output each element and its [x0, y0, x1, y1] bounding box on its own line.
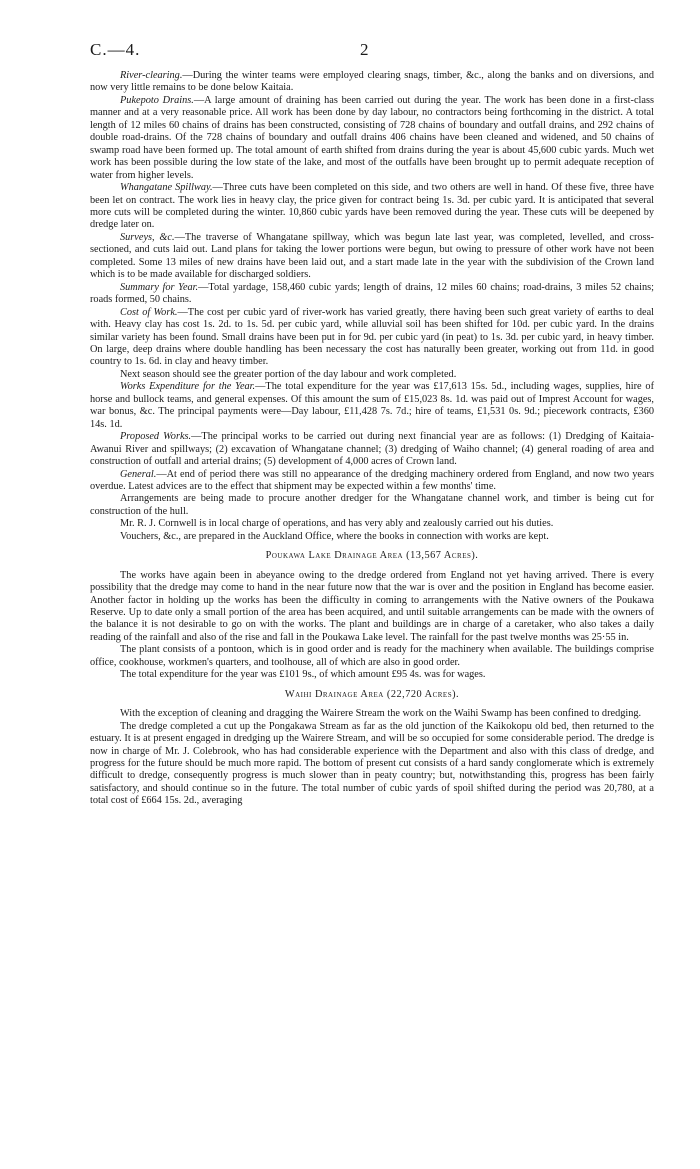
document-reference: C.—4.: [90, 40, 141, 59]
paragraph-poukawa-plant: The plant consists of a pontoon, which is in good order and is ready for the machinery when available. The buildings comprise office, cookhouse, workmen's quarters, and toolhouse, all of which are also in good order.: [90, 644, 654, 668]
paragraph-body: —At end of period there was still no appearance of the dredging machinery ordered from England, and now two years overdue. Latest advices are to the effect that shipment may be expected within a few months' time.: [90, 468, 654, 492]
paragraph-body: —Three cuts have been completed on this side, and two others are well in hand. Of these five, three have been let on contract. The work lies in heavy clay, the price given for contract being 1s. 3d. per cubic yard. It is anticipated that several more cuts will be completed during the winter. 10,860 cubic yards have been removed during the year. These cuts will be deepened by dredge later on.: [90, 182, 654, 231]
section-heading-poukawa: Poukawa Lake Drainage Area (13,567 Acres).: [265, 550, 479, 562]
run-in-heading: Surveys, &c.: [120, 231, 175, 243]
paragraph-cornwell: Mr. R. J. Cornwell is in local charge of operations, and has very ably and zealously carried out his duties.: [120, 518, 554, 530]
paragraph-cost-of-work: [90, 307, 654, 369]
paragraph-river-clearing: [90, 70, 654, 95]
paragraph-body: —The total expenditure for the year was £17,613 15s. 5d., including wages, supplies, hire of horse and bullock teams, and general expenses. Of this amount the sum of £15,023 8s. 1d. was paid out of Imprest Account for wages, war bonus, &c. The principal payments were—Day labour, £11,428 7s. 7d.; hire of teams, £1,531 0s. 9d.; piecework contracts, £360 14s. 1d.: [90, 381, 655, 430]
paragraph-waihi-exception: With the exception of cleaning and dragging the Wairere Stream the work on the Waihi Swamp has been confined to dredging.: [120, 708, 642, 720]
paragraph-vouchers: Vouchers, &c., are prepared in the Auckland Office, where the books in connection with works are kept.: [120, 530, 549, 542]
run-in-heading: General.: [120, 468, 157, 480]
run-in-heading: Cost of Work.: [120, 306, 178, 318]
paragraph-summary: [90, 282, 654, 307]
paragraph-surveys: [90, 232, 654, 282]
body-text: [90, 70, 654, 808]
run-in-heading: River-clearing.: [120, 70, 183, 81]
paragraph-pukepoto-drains: [90, 95, 654, 182]
paragraph-body: —The traverse of Whangatane spillway, which was begun late last year, was completed, levelled, and cross-sectioned, and cuts laid out. Land plans for taking the lower portions were begun, but owing to pressure of other work have not been completed. Some 13 miles of new drains have been laid out, and a start made late in the year with the subdivision of the Crown land which is to be made available for discharged soldiers.: [90, 231, 654, 281]
page-number: 2: [360, 40, 369, 59]
paragraph-body: —During the winter teams were employed clearing snags, timber, &c., along the banks and on diversions, and now very little remains to be done below Kaitaia.: [90, 70, 654, 94]
paragraph-next-season: Next season should see the greater portion of the day labour and work completed.: [120, 368, 457, 380]
run-in-heading: Works Expenditure for the Year.: [120, 381, 256, 393]
paragraph-body: —The principal works to be carried out during next financial year are as follows: (1) Dredging of Kaitaia-Awanui River and spillways; (2) excavation of Whangatane channel; (3) dredging of Waiho channel; (4) general roading of area and construction of outfall and arterial drains; (5) development of 4,000 acres of Crown land.: [90, 431, 654, 468]
section-heading-waihi: Waihi Drainage Area (22,720 Acres).: [284, 688, 460, 700]
paragraph-waihi-dredge: The dredge completed a cut up the Pongakawa Stream as far as the old junction of the Kaikokopu old bed, then returned to the estuary. It is at present engaged in dredging up the Wairere Stream, and will be so occupied for some considerable period. The dredge is now in charge of Mr. J. Colebrook, who has had considerable experience with the Department and also with this class of dredge, and progress for the future should be much more rapid. The bottom of present cut consists of a hard sandy conglomerate which is extremely difficult to dredge, consequently progress is much slower than in peaty country; but, notwithstanding this, progress has been fairly satisfactory, and should continue so in the future. The total number of cubic yards of spoil shifted during the period was 20,780, at a total cost of £664 15s. 2d., averaging: [90, 720, 654, 807]
paragraph-arrangements: Arrangements are being made to procure another dredger for the Whangatane channel work, and timber is being cut for construction of the hull.: [90, 493, 654, 517]
paragraph-works-expenditure: [90, 381, 654, 431]
paragraph-body: —Total yardage, 158,460 cubic yards; length of drains, 12 miles 60 chains; road-drains, 3 miles 52 chains; roads formed, 50 chains.: [90, 281, 655, 306]
paragraph-body: —A large amount of draining has been carried out during the year. The work has been done in a first-class manner and at a very reasonable price. All work has been done by day labour, no contractors being forthcoming in the district. A total length of 12 miles 60 chains of drains has been constructed, consisting of 728 chains of boundary and outfall drains, and 292 chains of double road-drains. Of the 728 chains of boundary and outfall drains 406 chains have been cleaned and widened, and 50 chains of swamp road have been formed up. The total amount of earth shifted from drains during the year is about 45,600 cubic yards. Much wet work has been possible during the low state of the lake, and most of the outfalls have been brought up to permit adequate reception of water from higher levels.: [90, 94, 654, 181]
paragraph-poukawa-works: The works have again been in abeyance owing to the dredge ordered from England not yet having arrived. There is every possibility that the dredge may come to hand in the near future now that the war is over and the position in England has become easier. Another factor in holding up the works has been the difficulty in coming to arrangements with the Native owners of the Poukawa Reserve. Up to date only a small portion of the area has been acquired, and until suitable arrangements can be made with the owners of the balance it is not desirable to go on with the works. The plant and buildings are in charge of a caretaker, who also takes a daily reading of the rainfall and also of the rise and fall in the Poukawa Lake level. The rainfall for the past twelve months was 25·55 in.: [90, 569, 654, 643]
run-in-heading: Proposed Works.: [120, 431, 192, 443]
paragraph-whangatane-spillway: [90, 182, 654, 232]
run-in-heading: Whangatane Spillway.: [120, 182, 213, 194]
paragraph-poukawa-expenditure: The total expenditure for the year was £101 9s., of which amount £95 4s. was for wages.: [120, 669, 486, 681]
run-in-heading: Pukepoto Drains.: [120, 94, 194, 106]
run-in-heading: Summary for Year.: [120, 281, 199, 293]
paragraph-body: —The cost per cubic yard of river-work has varied greatly, there having been such great variety of earths to deal with. Heavy clay has cost 1s. 2d. to 1s. 5d. per cubic yard, while alluvial soil has been shifted for 10d. per cubic yard. In the drains similar variety has been found. Small drains have been put in for 9d. per cubic yard (in peat) to 1s. 3d. per cubic yard, in heavy timber. On large, deep drains where double handling has been necessary the cost has naturally been greater, working out from 11d. in good country to 1s. 6d. in clay and heavy timber.: [90, 306, 654, 368]
page-header: [90, 40, 655, 62]
paragraph-general: [90, 469, 654, 494]
paragraph-proposed-works: [90, 431, 654, 468]
